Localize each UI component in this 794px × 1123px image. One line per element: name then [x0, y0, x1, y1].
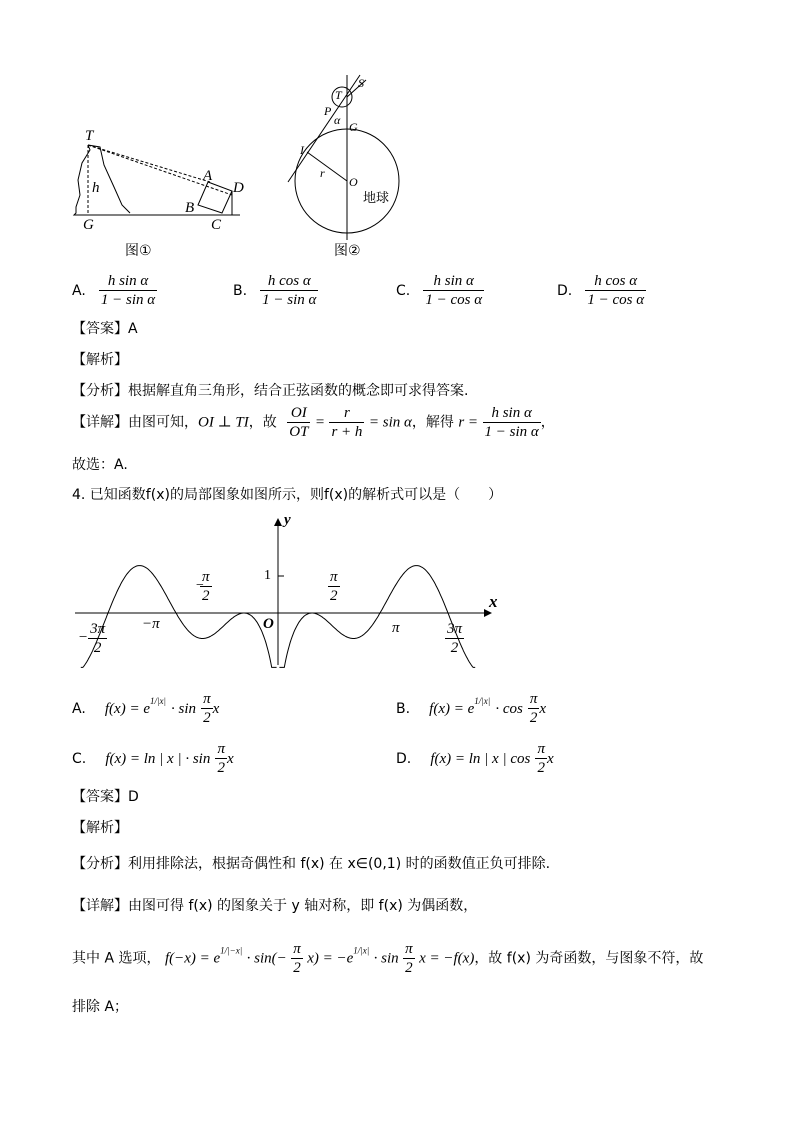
q4-jiexi: 【解析】	[72, 820, 128, 836]
q4-option-a: A. $f(x) = e^{1/|x|} \cdot \sin$ $\frac{\pi}{2}$ x	[72, 691, 220, 726]
q3-option-c-fraction: $\frac{\text{h sin α}}{\text{1 − cos α}}$	[425, 273, 483, 308]
q4-option-d: D. f(x) = ln | x | cos $\frac{\pi}{2}$ x	[396, 741, 554, 776]
fig2-label-T: T	[335, 88, 342, 102]
fig1-label-T: T	[85, 128, 94, 144]
q3-detail: 【详解】由图可知，OI ⊥ TI，故 $\frac{OI}{OT}$ = $\frac{r}{r + h}$ = sin α，解得 r = $\frac{\text{h sin α}}{\text{1 − sin α}}$ ，	[72, 405, 555, 440]
fig2-caption: 图②	[334, 243, 361, 259]
graph-tick-neg-3pi-half: − $\frac{3\pi}{2}$	[78, 621, 106, 656]
q3-option-c: C. $\frac{\text{h sin α}}{\text{1 − cos α}}$	[396, 273, 483, 308]
q3-option-b: B. $\frac{\text{h cos α}}{\text{1 − sin α}}$	[233, 273, 317, 308]
graph-x-label: x	[489, 592, 498, 611]
graph-tick-pi-half: $\frac{\pi}{2}$	[330, 569, 338, 604]
fig1-label-D: D	[233, 180, 244, 196]
fig1-label-C: C	[211, 217, 222, 233]
graph-origin: O	[263, 616, 274, 632]
fig1-label-h: h	[92, 180, 100, 196]
q4-answer: 【答案】D	[72, 789, 139, 805]
q3-answer: 【答案】A	[72, 321, 138, 337]
fig2-label-alpha: α	[334, 113, 341, 127]
q3-analysis: 【分析】根据解直角三角形，结合正弦函数的概念即可求得答案.	[72, 383, 469, 399]
fig1-caption: 图①	[125, 243, 152, 259]
q3-option-d: D. $\frac{\text{h cos α}}{\text{1 − cos α}}$	[557, 273, 645, 308]
fig1-label-B: B	[185, 200, 195, 216]
graph-tick-3pi-half: $\frac{3\pi}{2}$	[447, 621, 463, 656]
q3-option-a-fraction: $\frac{\text{h sin α}}{\text{1 − sin α}}$	[100, 273, 156, 308]
q4-analysis: 【分析】利用排除法，根据奇偶性和 f(x) 在 x∈(0,1) 时的函数值正负可排除.	[72, 856, 551, 872]
fig2-label-S: S	[358, 76, 364, 90]
q3-option-b-fraction: $\frac{\text{h cos α}}{\text{1 − sin α}}$	[262, 273, 317, 308]
graph-tick-one: 1	[264, 568, 271, 583]
fig2-label-r: r	[320, 166, 325, 180]
fig2-label-P: P	[324, 104, 332, 118]
q4-option-c: C. f(x) = ln | x | · sin $\frac{\pi}{2}$ x	[72, 741, 234, 776]
q3-jiexi: 【解析】	[72, 352, 128, 368]
q3-option-a: A. $\frac{\text{h sin α}}{\text{1 − sin α}}$	[72, 273, 156, 308]
fig2-label-G: G	[349, 120, 358, 134]
q4-detail: 【详解】由图可得 f(x) 的图象关于 y 轴对称，即 f(x) 为偶函数，	[72, 898, 478, 914]
q3-option-d-fraction: $\frac{\text{h cos α}}{\text{1 − cos α}}$	[587, 273, 645, 308]
q4-exclude-a: 排除 A；	[72, 999, 129, 1015]
q3-choose: 故选：A.	[72, 457, 128, 473]
q4-stem: 4. 已知函数f(x)的局部图象如图所示，则f(x)的解析式可以是（ ）	[72, 487, 503, 503]
q4-graph	[60, 510, 510, 670]
fig2-label-O: O	[349, 175, 358, 189]
q4-option-b: B. $f(x) = e^{1/|x|} \cdot \cos$ $\frac{\pi}{2}$ x	[396, 691, 547, 726]
fig1-label-G: G	[83, 217, 94, 233]
graph-y-label: y	[284, 512, 291, 528]
graph-tick-pi: π	[392, 620, 400, 636]
graph-tick-neg-pi-half: − $\frac{\pi}{2}$	[196, 569, 210, 604]
fig2-label-earth: 地球	[363, 191, 390, 206]
q4-option-a-analysis: 其中 A 选项， $f(-x) = e^{1/|-x|} \cdot \sin(-$ $\frac{\pi}{2}$ $x) = -e^{1/|x|} \cdot \sin$ $\frac{\pi}{2}$ x = −f(x)，故 f(x) 为奇函数，与图象不符，故	[72, 941, 704, 976]
fig1-label-A: A	[203, 168, 213, 184]
fig2-label-I: I	[300, 143, 304, 157]
graph-tick-neg-pi: −π	[142, 616, 160, 632]
